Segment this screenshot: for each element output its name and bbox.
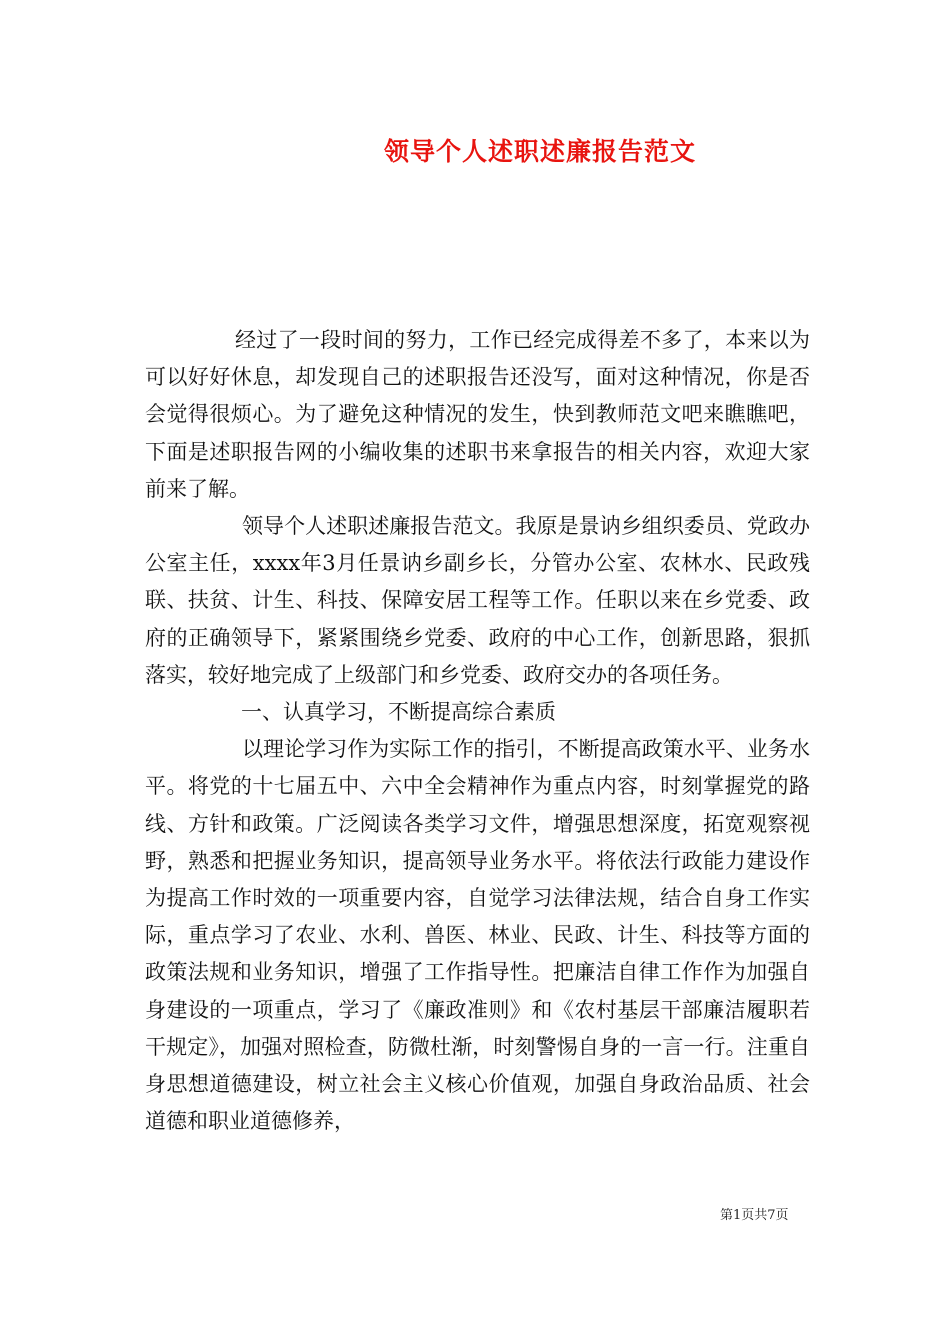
section-paragraph: 以理论学习作为实际工作的指引，不断提高政策水平、业务水平。将党的十七届五中、六中全会精神作为重点内容，时刻掌握党的路线、方针和政策。广泛阅读各类学习文件，增强思想深度，拓宽观察视野，熟悉和把握业务知识，提高领导业务水平。将依法行政能力建设作为提高工作时效的一项重要内容，自觉学习法律法规，结合自身工作实际，重点学习了农业、水利、兽医、林业、民政、计生、科技等方面的政策法规和业务知识，增强了工作指导性。把廉洁自律工作作为加强自身建设的一项重点，学习了《廉政准则》和《农村基层干部廉洁履职若干规定》，加强对照检查，防微杜渐，时刻警惕自身的一言一行。注重自身思想道德建设，树立社会主义核心价值观，加强自身政治品质、社会道德和职业道德修养，	[145, 737, 810, 1134]
overview-paragraph: 领导个人述职述廉报告范文。我原是景讷乡组织委员、党政办公室主任，xxxx年3月任景讷乡副乡长，分管办公室、农林水、民政残联、扶贫、计生、科技、保障安居工程等工作。任职以来在乡党委、政府的正确领导下，紧紧围绕乡党委、政府的中心工作，创新思路，狠抓落实，较好地完成了上级部门和乡党委、政府交办的各项任务。	[145, 514, 810, 687]
intro-paragraph: 经过了一段时间的努力，工作已经完成得差不多了，本来以为可以好好休息，却发现自己的述职报告还没写，面对这种情况，你是否会觉得很烦心。为了避免这种情况的发生，快到教师范文吧来瞧瞧吧，下面是述职报告网的小编收集的述职书来拿报告的相关内容，欢迎大家前来了解。	[145, 328, 810, 501]
page-title: 领导个人述职述廉报告范文	[383, 137, 696, 166]
page-number: 第1页共7页	[720, 1208, 789, 1223]
document-body	[145, 322, 810, 1140]
section-heading: 一、认真学习，不断提高综合素质	[241, 700, 556, 725]
